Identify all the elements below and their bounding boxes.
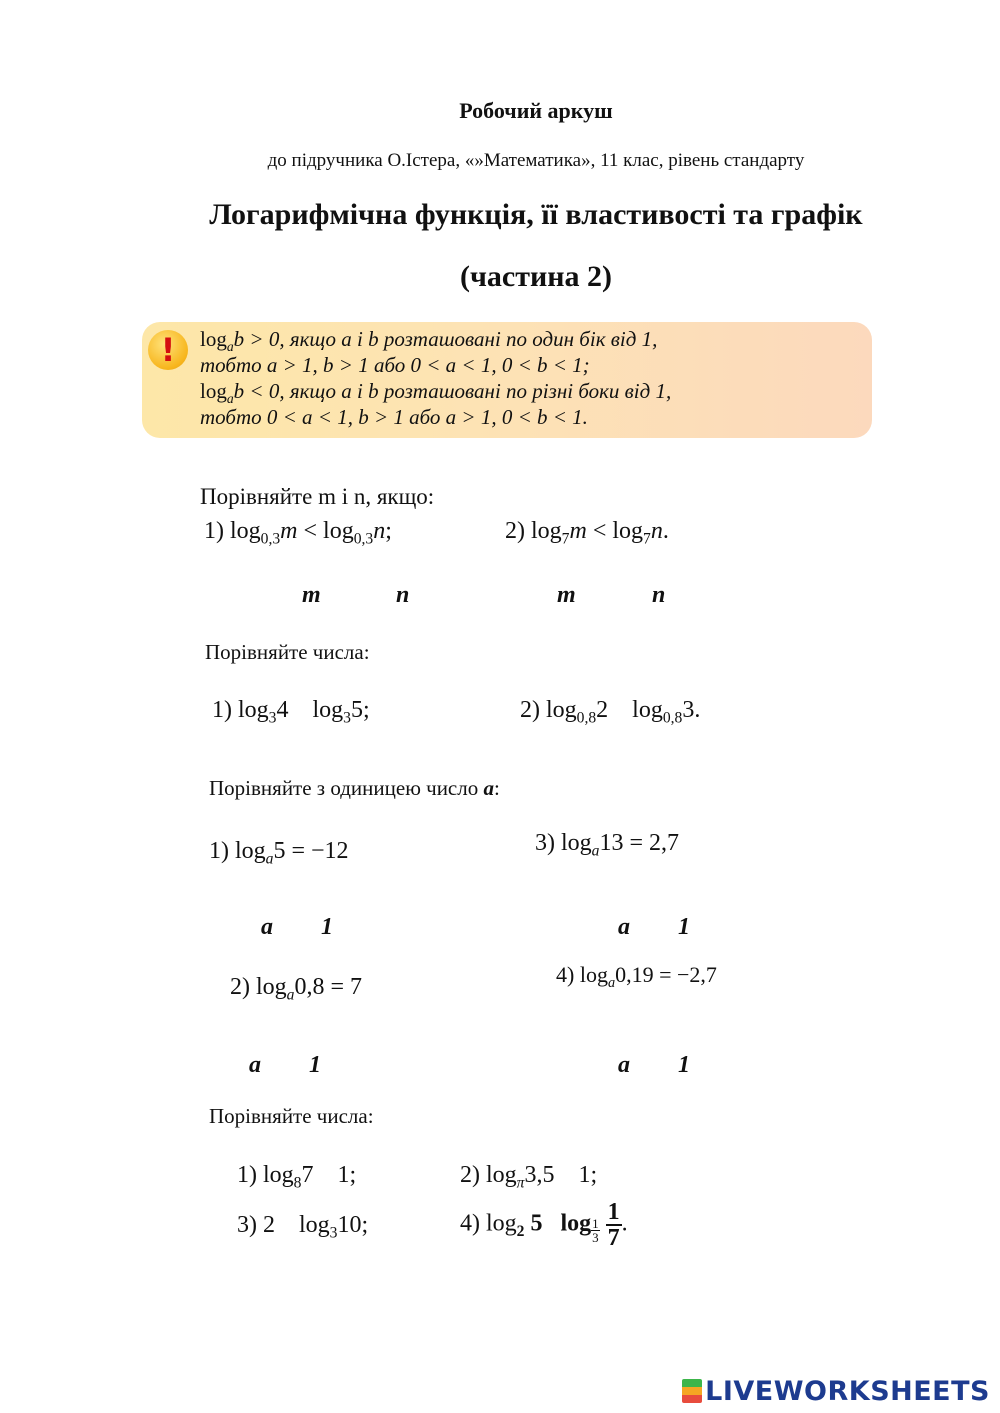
- task4-prompt: Порівняйте числа:: [209, 1104, 374, 1128]
- page-title-part: (частина 2): [459, 260, 613, 293]
- worksheet-subtitle: до підручника О.Істера, «»Математика», 11 клас, рівень стандарту: [267, 150, 805, 171]
- answer-n-2: n: [652, 582, 666, 608]
- task4-item1: 1) $\log_87$ 1;: [237, 1162, 357, 1192]
- task1-prompt: Порівняйте m і n, якщо:: [200, 484, 435, 509]
- rule-line-4: тобто 0 < a < 1, b > 1 або a > 1, 0 < b < 1.: [200, 405, 588, 429]
- answer-a-3: a: [618, 914, 630, 940]
- task4-item2: 2) $\log_\pi 3,5$ 1;: [460, 1162, 598, 1192]
- rule-line-2: тобто a > 1, b > 1 або 0 < a < 1, 0 < b < 1;: [200, 353, 590, 377]
- task2-item2: 2) $\log_{0,8}2$ $\log_{0,8}3$.: [520, 697, 701, 727]
- answer-a-4: a: [618, 1052, 630, 1078]
- task3-item4: 4) $\log_a0,19 = -2,7$: [556, 962, 717, 991]
- page-title: Логарифмічна функція, її властивості та графік: [209, 198, 863, 231]
- task3-item1: 1) $\log_a5 = -12$: [209, 838, 349, 868]
- answer-m-2: m: [557, 582, 576, 608]
- argument-fraction: $\frac{1}{7}$: [607, 1199, 620, 1251]
- task3-item3: 3) $\log_a13 = 2,7$: [535, 830, 680, 860]
- task2-prompt: Порівняйте числа:: [205, 640, 370, 664]
- exclamation-icon: !: [148, 330, 188, 370]
- task4-item4: 4) $\log_2 5$ log $\frac{1}{3}$ $\frac{1}{7}$ .: [460, 1199, 628, 1251]
- answer-n-1: n: [396, 582, 410, 608]
- task1-item2: 2) $\log_7m < \log_7n$.: [505, 518, 669, 548]
- rule-line-3: $\log_ab < 0$, якщо a і b розташовані по різні боки від 1,: [200, 379, 672, 406]
- task3-item2: 2) $\log_a0,8 = 7$: [230, 974, 363, 1004]
- answer-m-1: m: [302, 582, 321, 608]
- task2-item1: 1) $\log_34$ $\log_35$;: [212, 697, 370, 727]
- answer-one-3: 1: [678, 914, 690, 940]
- answer-a-2: a: [249, 1052, 261, 1078]
- answer-one-1: 1: [321, 914, 333, 940]
- task3-prompt: Порівняйте з одиницею число a:: [209, 776, 500, 800]
- worksheet-title: Робочий аркуш: [459, 98, 613, 123]
- answer-a-1: a: [261, 914, 273, 940]
- liveworksheets-logo[interactable]: LIVEWORKSHEETS: [682, 1376, 990, 1407]
- task1-item1: 1) $\log_{0,3}m < \log_{0,3}n$;: [204, 518, 392, 548]
- answer-one-2: 1: [309, 1052, 321, 1078]
- logo-mark-icon: [682, 1379, 702, 1403]
- base-fraction: $\frac{1}{3}$: [592, 1216, 599, 1246]
- task4-item3: 3) 2 $\log_310$;: [237, 1212, 369, 1242]
- answer-one-4: 1: [678, 1052, 690, 1078]
- rule-line-1: $\log_ab > 0$, якщо a і b розташовані по один бік від 1,: [200, 327, 658, 354]
